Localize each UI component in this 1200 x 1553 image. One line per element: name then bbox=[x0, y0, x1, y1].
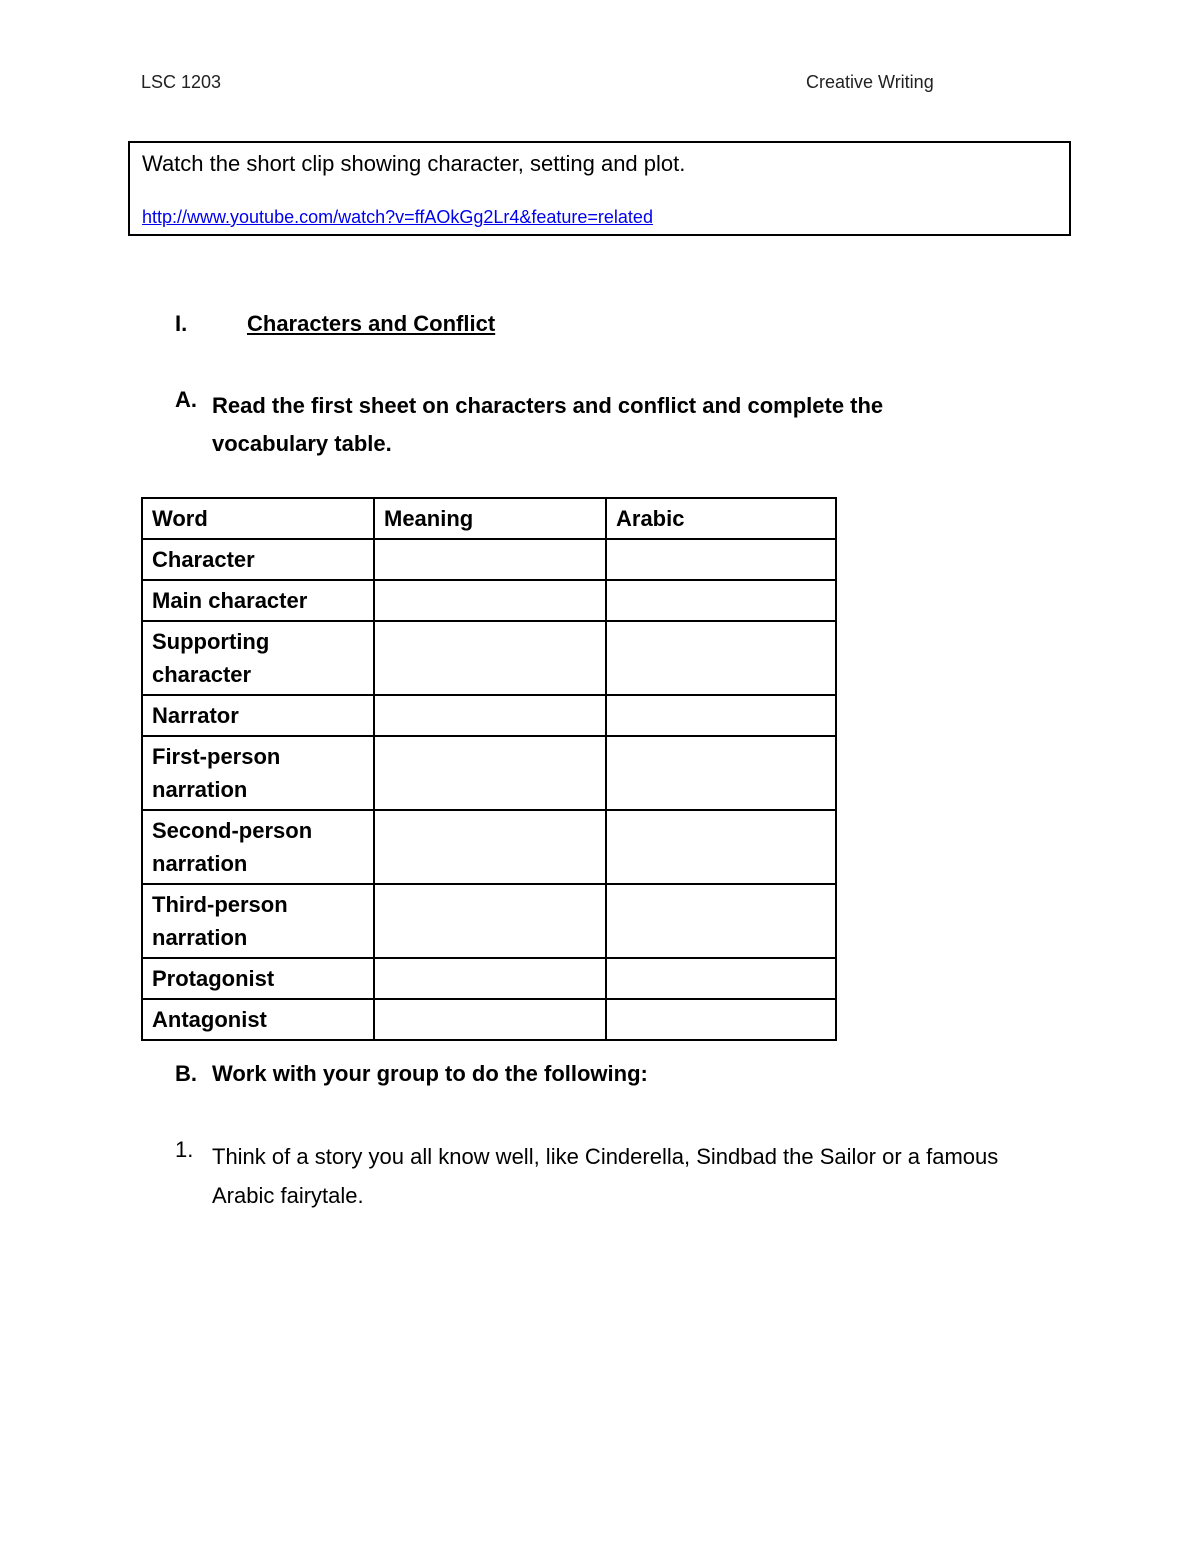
meaning-cell[interactable] bbox=[374, 539, 606, 580]
column-header-arabic: Arabic bbox=[606, 498, 836, 539]
table-row bbox=[142, 621, 836, 695]
table-row bbox=[142, 810, 836, 884]
item-number: 1. bbox=[175, 1137, 194, 1162]
clip-instruction-box bbox=[128, 141, 1071, 236]
arabic-cell[interactable] bbox=[606, 580, 836, 621]
arabic-cell[interactable] bbox=[606, 810, 836, 884]
table-header-row bbox=[142, 498, 836, 539]
part-a-label: A. bbox=[175, 387, 197, 412]
item-text: Think of a story you all know well, like Cinderella, Sindbad the Sailor or a famous Arabic fairytale. bbox=[212, 1144, 999, 1208]
table-row bbox=[142, 736, 836, 810]
part-b-instruction: Work with your group to do the following: bbox=[212, 1061, 648, 1086]
arabic-cell[interactable] bbox=[606, 958, 836, 999]
arabic-cell[interactable] bbox=[606, 999, 836, 1040]
table-row bbox=[142, 580, 836, 621]
part-b-label: B. bbox=[175, 1061, 197, 1086]
table-row bbox=[142, 695, 836, 736]
word-cell: Supporting character bbox=[142, 621, 374, 695]
part-a-instruction: Read the first sheet on characters and conflict and complete the vocabulary table. bbox=[212, 393, 884, 456]
meaning-cell[interactable] bbox=[374, 736, 606, 810]
arabic-cell[interactable] bbox=[606, 539, 836, 580]
meaning-cell[interactable] bbox=[374, 580, 606, 621]
course-code: LSC 1203 bbox=[141, 72, 222, 92]
meaning-cell[interactable] bbox=[374, 999, 606, 1040]
vocabulary-table bbox=[141, 497, 837, 1041]
word-cell: Second-person narration bbox=[142, 810, 374, 884]
column-header-meaning: Meaning bbox=[374, 498, 606, 539]
arabic-cell[interactable] bbox=[606, 621, 836, 695]
section-title: Characters and Conflict bbox=[247, 311, 496, 336]
column-header-word: Word bbox=[142, 498, 374, 539]
word-cell: Main character bbox=[142, 580, 374, 621]
meaning-cell[interactable] bbox=[374, 810, 606, 884]
section-number: I. bbox=[175, 311, 188, 336]
meaning-cell[interactable] bbox=[374, 958, 606, 999]
meaning-cell[interactable] bbox=[374, 695, 606, 736]
meaning-cell[interactable] bbox=[374, 621, 606, 695]
word-cell: Antagonist bbox=[142, 999, 374, 1040]
word-cell: First-person narration bbox=[142, 736, 374, 810]
arabic-cell[interactable] bbox=[606, 695, 836, 736]
meaning-cell[interactable] bbox=[374, 884, 606, 958]
clip-instruction-text: Watch the short clip showing character, setting and plot. bbox=[142, 151, 686, 176]
word-cell: Protagonist bbox=[142, 958, 374, 999]
word-cell: Narrator bbox=[142, 695, 374, 736]
arabic-cell[interactable] bbox=[606, 884, 836, 958]
table-row bbox=[142, 884, 836, 958]
arabic-cell[interactable] bbox=[606, 736, 836, 810]
table-row bbox=[142, 999, 836, 1040]
youtube-link[interactable]: http://www.youtube.com/watch?v=ffAOkGg2Lr4&feature=related bbox=[142, 207, 653, 227]
table-row bbox=[142, 958, 836, 999]
table-row bbox=[142, 539, 836, 580]
word-cell: Third-person narration bbox=[142, 884, 374, 958]
word-cell: Character bbox=[142, 539, 374, 580]
course-name: Creative Writing bbox=[806, 72, 934, 92]
